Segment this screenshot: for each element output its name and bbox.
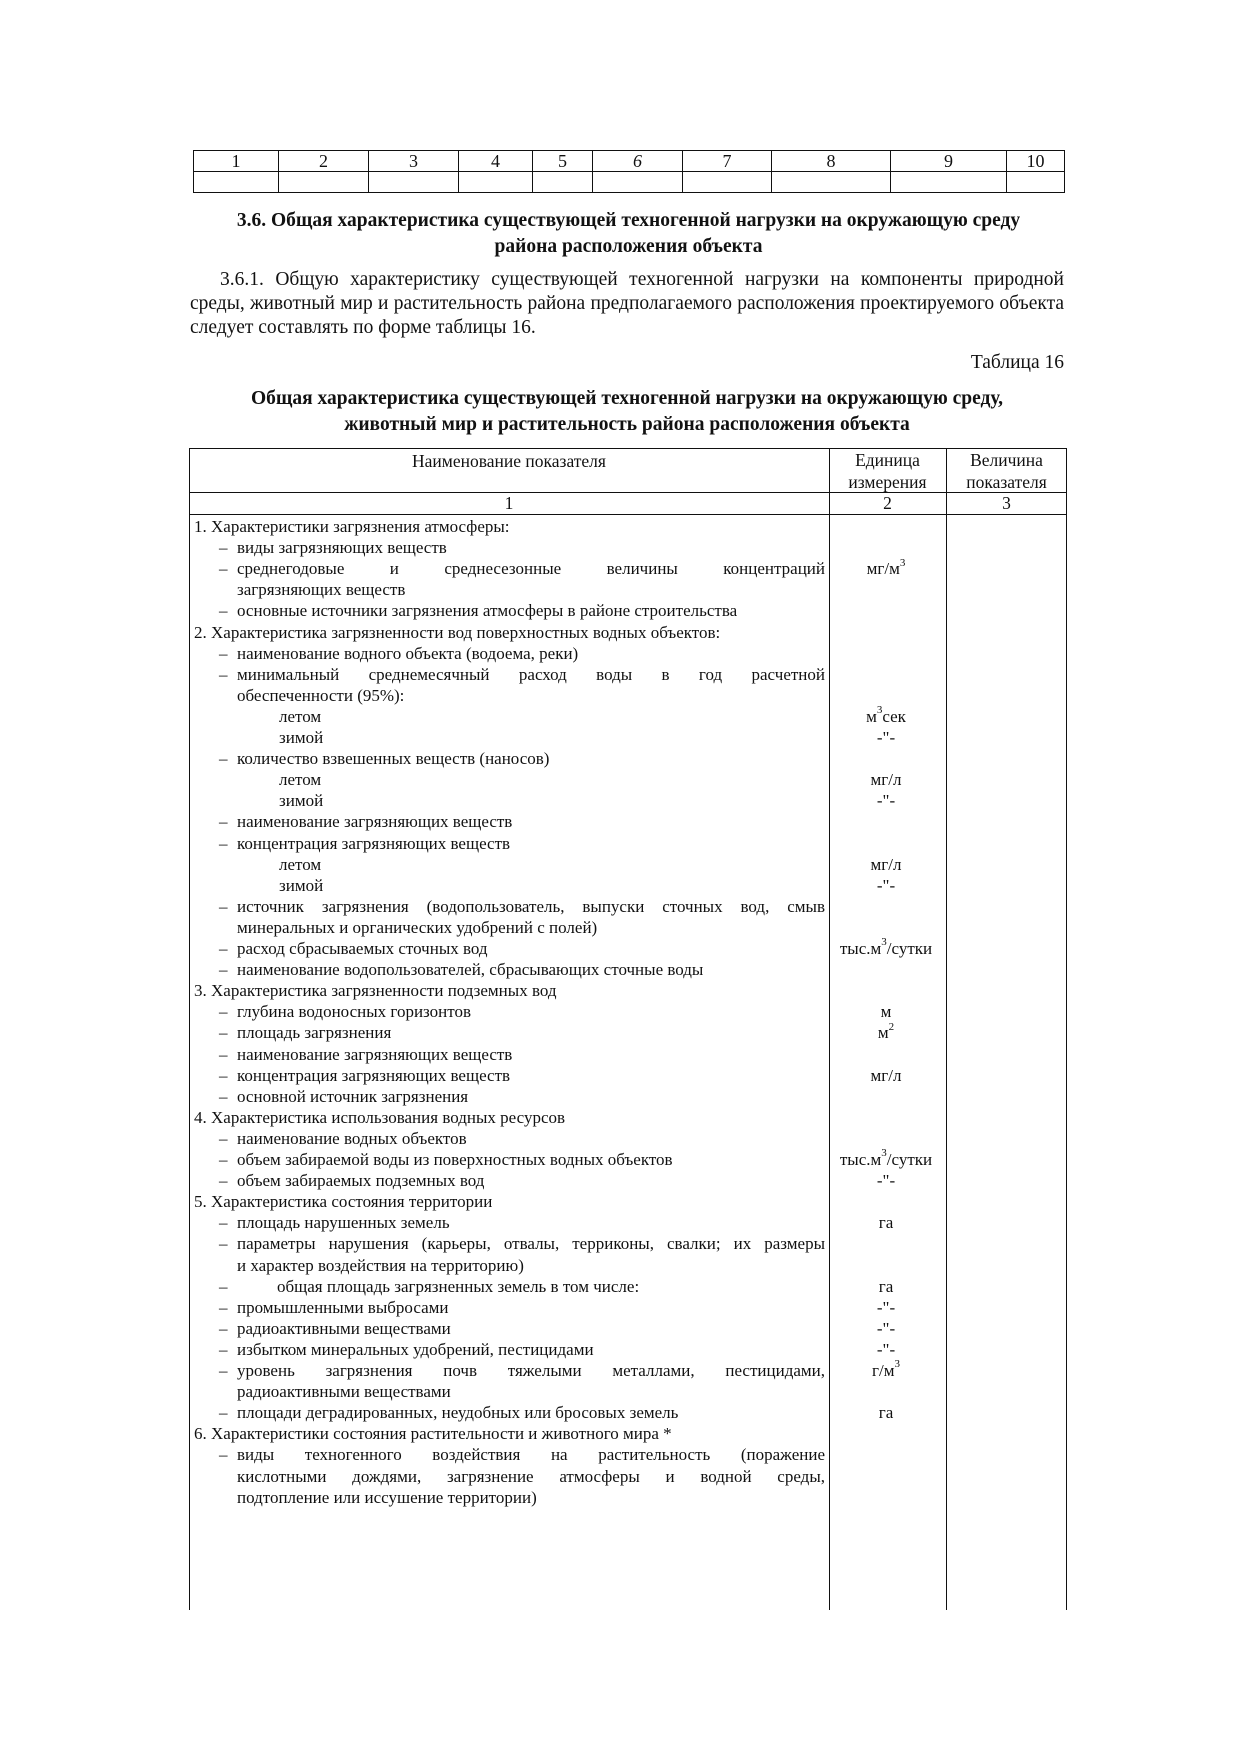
header-value-line2: показателя [966,472,1047,492]
column-number-cell: 9 [891,151,1007,172]
dash-bullet: – [219,1150,228,1169]
row-label: объем забираемых подземных вод [237,1171,485,1191]
column-number-cell: 3 [369,151,459,172]
row-label: среднегодовые и среднесезонные величины концентраций [237,559,825,579]
section-heading-line2: района расположения объекта [494,236,763,257]
unit-superscript: 3 [881,1147,887,1160]
dash-bullet: – [219,939,228,958]
row-label: наименование загрязняющих веществ [237,1044,513,1064]
dash-bullet: – [219,1445,228,1465]
unit-cell [829,558,943,580]
table-row [189,643,1067,665]
dash-bullet: – [219,749,228,769]
unit-text: га [878,1276,894,1296]
column-number-cell: 4 [459,151,533,172]
unit-text: мг/л [870,854,902,874]
column-number-3: 3 [1002,493,1011,513]
table-row [189,1170,1067,1192]
table-title [190,386,1064,438]
unit-text: -"- [876,1297,896,1317]
row-label: летом [279,854,322,874]
unit-cell [829,1149,943,1171]
row-label-continued: и характер воздействия на территорию) [237,1255,524,1275]
table-row [189,579,1067,601]
table-row [189,1276,1067,1298]
blank-cell [279,172,369,193]
table-row [189,1065,1067,1087]
table-title-line2: животный мир и растительность района расположения объекта [344,414,910,435]
table-row [189,875,1067,897]
unit-text: м [866,706,877,726]
row-label: объем забираемой воды из поверхностных водных объектов [237,1150,673,1169]
dash-bullet: – [219,664,228,684]
unit-cell [829,1001,943,1023]
table-row [189,1233,1067,1255]
table-row [189,664,1067,686]
unit-cell [829,727,943,749]
section-heading-line1: 3.6. Общая характеристика существующей техногенной нагрузки на окружающую среду [236,210,1021,231]
row-label: количество взвешенных веществ (наносов) [237,749,550,769]
dash-bullet: – [219,1002,228,1022]
table-row [189,1255,1067,1277]
table-row [189,980,1067,1002]
column-number-cell: 2 [279,151,369,172]
dash-bullet: – [219,1171,228,1191]
table-row [189,833,1067,855]
row-label: общая площадь загрязненных земель в том числе: [277,1276,640,1296]
table-row [189,854,1067,876]
table-row [189,896,1067,918]
header-value-line1: Величина [970,450,1043,470]
blank-cell [533,172,593,193]
column-number-1: 1 [504,493,514,513]
table-row [189,516,1067,538]
blank-cell [683,172,772,193]
row-label: источник загрязнения (водопользователь, выпуски сточных вод, смыв [237,896,825,916]
row-label: летом [279,706,322,726]
table-row [189,537,1067,559]
row-label-continued: радиоактивными веществами [237,1382,451,1402]
unit-cell [829,1276,943,1298]
column-number-cell: 10 [1007,151,1065,172]
unit-text: -"- [876,791,896,811]
row-label: площади деградированных, неудобных или бросовых земель [237,1403,679,1423]
indicator-table [189,448,1067,1610]
row-label: основной источник загрязнения [237,1086,469,1106]
column-number-cell: 1 [194,151,279,172]
header-unit [829,449,946,493]
blank-cell [369,172,459,193]
table-row [189,1402,1067,1424]
dash-bullet: – [219,1065,228,1085]
column-number-cell: 7 [683,151,772,172]
unit-cell [829,1022,943,1044]
unit-cell [829,1065,943,1087]
row-label: виды техногенного воздействия на растительность (поражение [237,1445,825,1465]
unit-cell [829,1318,943,1340]
row-label: 5. Характеристика состояния территории [194,1192,493,1212]
unit-suffix: /сутки [886,1150,933,1169]
row-label: 1. Характеристики загрязнения атмосферы: [194,517,510,536]
row-label: летом [279,770,322,790]
table-row [189,622,1067,644]
row-label-continued: загрязняющих веществ [237,580,406,600]
row-label: 2. Характеристика загрязненности вод поверхностных водных объектов: [194,622,721,642]
unit-text: -"- [876,875,896,895]
dash-bullet: – [219,960,228,980]
header-indicator-name: Наименование показателя [412,451,606,471]
dash-bullet: – [219,1297,228,1317]
row-label: зимой [279,791,324,811]
unit-superscript: 3 [894,1358,900,1371]
unit-cell [829,938,943,960]
blank-row [194,172,1065,193]
table-row [189,769,1067,791]
row-label: глубина водоносных горизонтов [237,1002,472,1022]
row-label: концентрация загрязняющих веществ [237,1065,511,1085]
row-label: наименование водопользователей, сбрасывающих сточные воды [237,960,704,980]
table-label: Таблица 16 [970,352,1064,373]
table-row [189,1360,1067,1382]
row-label-continued: минеральных и органических удобрений с полей) [237,917,598,937]
table-row [189,1107,1067,1129]
row-label: уровень загрязнения почв тяжелыми металлами, пестицидами, [237,1361,825,1380]
table-row [189,959,1067,981]
dash-bullet: – [219,559,228,579]
dash-bullet: – [219,1023,228,1043]
row-label: 6. Характеристики состояния растительности и животного мира * [194,1424,672,1444]
row-label: параметры нарушения (карьеры, отвалы, терриконы, свалки; их размеры [237,1234,825,1254]
column-number-2: 2 [883,493,892,513]
row-label: площадь загрязнения [237,1023,392,1043]
table-row [189,938,1067,960]
dash-bullet: – [219,1339,228,1359]
table-row [189,811,1067,833]
dash-bullet: – [219,1318,228,1338]
blank-cell [194,172,279,193]
dash-bullet: – [219,601,228,621]
table-row [189,1466,1067,1488]
intro-paragraph: 3.6.1. Общую характеристику существующей техногенной нагрузки на компоненты природной среды, животный мир и растительность района предполагаемого расположения проектируемого объекта следует составлять по форме таблицы 16. [190,269,1064,338]
table-row [189,1212,1067,1234]
unit-text: тыс.м [839,939,882,958]
row-label: минимальный среднемесячный расход воды в год расчетной [237,664,825,684]
table-row [189,558,1067,580]
column-number-cell: 6 [593,151,683,172]
table-row [189,1086,1067,1108]
unit-cell [829,1170,943,1192]
unit-suffix: сек [882,706,906,726]
blank-cell [593,172,683,193]
unit-superscript: 3 [876,704,883,717]
table-row [189,1128,1067,1150]
unit-text: м [877,1023,889,1043]
header-unit-line1: Единица [855,450,920,470]
unit-cell [829,1402,943,1424]
unit-cell [829,1212,943,1234]
table-row [189,1149,1067,1171]
unit-text: тыс.м [839,1150,882,1169]
table-row [189,1487,1067,1509]
unit-cell [829,790,943,812]
table-row [189,727,1067,749]
row-label-continued: кислотными дождями, загрязнение атмосферы и водной среды, [237,1466,825,1486]
column-number-row [194,151,1065,172]
column-number-cell: 5 [533,151,593,172]
unit-cell [829,1297,943,1319]
table-title-line1: Общая характеристика существующей техногенной нагрузки на окружающую среду, [250,388,1004,409]
dash-bullet: – [219,538,228,558]
number-row-divider [189,514,1067,515]
row-label: промышленными выбросами [237,1297,449,1317]
row-label: наименование водных объектов [237,1128,467,1148]
dash-bullet: – [219,1234,228,1254]
unit-text: мг/л [870,1065,902,1085]
dash-bullet: – [219,643,228,663]
unit-text: -"- [876,728,896,747]
row-label: 4. Характеристика использования водных ресурсов [194,1107,566,1127]
table-row [189,1444,1067,1466]
dash-bullet: – [219,1213,228,1233]
row-label: зимой [279,728,324,747]
unit-cell [829,875,943,897]
unit-text: -"- [876,1339,896,1359]
dash-bullet: – [219,1403,228,1423]
unit-text: га [878,1213,894,1233]
row-label: виды загрязняющих веществ [237,538,447,558]
dash-bullet: – [219,833,228,853]
table-row [189,790,1067,812]
unit-text: г/м [872,1361,895,1380]
blank-cell [459,172,533,193]
dash-bullet: – [219,812,228,832]
unit-superscript: 2 [888,1020,895,1033]
unit-cell [829,769,943,791]
row-label: 3. Характеристика загрязненности подземных вод [194,981,557,1001]
blank-cell [772,172,891,193]
unit-cell [829,1339,943,1361]
table-row [189,748,1067,770]
row-label: концентрация загрязняющих веществ [237,833,511,853]
row-label-continued: обеспеченности (95%): [237,685,405,705]
dash-bullet: – [219,896,228,916]
table-row [189,1297,1067,1319]
row-label: наименование водного объекта (водоема, реки) [237,643,579,663]
dash-bullet: – [219,1086,228,1106]
table-row [189,1423,1067,1445]
table-row [189,917,1067,939]
dash-bullet: – [219,1128,228,1148]
table-row [189,1022,1067,1044]
column-number-cell: 8 [772,151,891,172]
column-number-strip [193,150,1065,193]
table-row [189,1318,1067,1340]
table-row [189,1001,1067,1023]
unit-cell [829,1360,943,1382]
row-label: основные источники загрязнения атмосферы в районе строительства [237,601,738,621]
row-label: расход сбрасываемых сточных вод [237,939,488,958]
unit-superscript: 3 [881,936,887,949]
unit-suffix: /сутки [886,939,933,958]
unit-text: м [880,1002,892,1022]
table-row [189,1191,1067,1213]
table-row [189,685,1067,707]
table-row [189,600,1067,622]
blank-cell [1007,172,1065,193]
unit-cell [829,854,943,876]
blank-cell [891,172,1007,193]
table-row [189,706,1067,728]
row-label: зимой [279,875,324,895]
table-row [189,1381,1067,1403]
dash-bullet: – [219,1276,228,1296]
row-label: радиоактивными веществами [237,1318,451,1338]
section-heading [193,208,1064,260]
unit-text: -"- [876,1171,896,1191]
table-row [189,1044,1067,1066]
dash-bullet: – [219,1361,228,1380]
unit-text: га [878,1403,894,1423]
unit-cell [829,706,943,728]
header-unit-line2: измерения [848,472,927,492]
unit-text: мг/м [866,559,900,579]
dash-bullet: – [219,1044,228,1064]
row-label-continued: подтопление или иссушение территории) [237,1487,537,1507]
table-row [189,1339,1067,1361]
row-label: избытком минеральных удобрений, пестицидами [237,1339,594,1359]
header-value [946,449,1067,493]
unit-superscript: 3 [899,556,906,569]
unit-text: -"- [876,1318,896,1338]
row-label: площадь нарушенных земель [237,1213,450,1233]
row-label: наименование загрязняющих веществ [237,812,513,832]
unit-text: мг/л [870,770,902,790]
